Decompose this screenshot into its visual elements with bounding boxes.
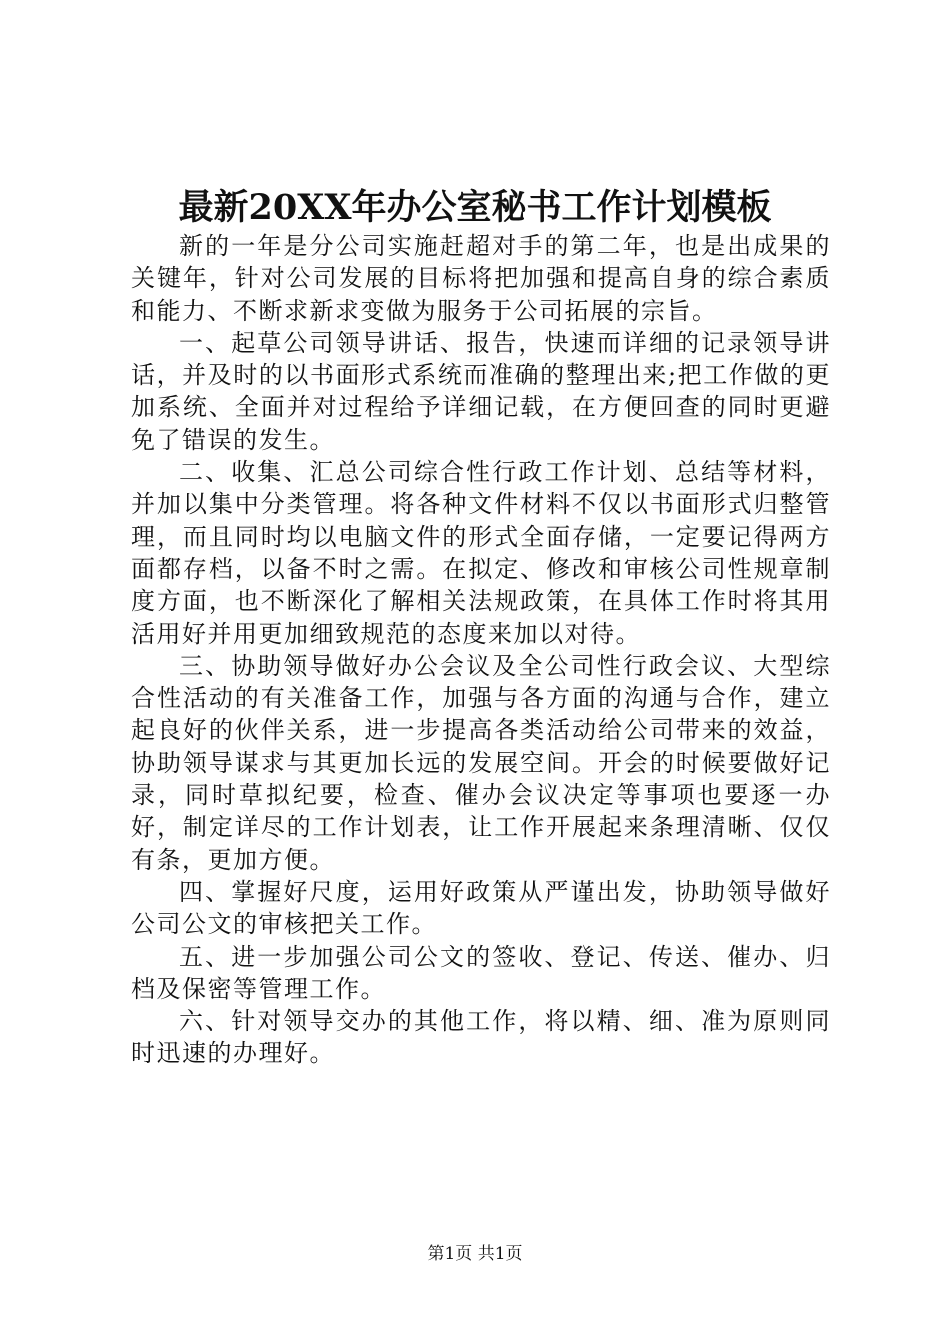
document-title: 最新20XX年办公室秘书工作计划模板 <box>178 187 772 228</box>
paragraph-item-5: 五、进一步加强公司公文的签收、登记、传送、催办、归档及保密等管理工作。 <box>131 942 831 1003</box>
paragraph-item-4: 四、掌握好尺度，运用好政策从严谨出发，协助领导做好公司公文的审核把关工作。 <box>131 877 831 939</box>
paragraph-item-3: 三、协助领导做好办公会议及全公司性行政会议、大型综合性活动的有关准备工作，加强与各方面的沟通与合作，建立起良好的伙伴关系，进一步提高各类活动给公司带来的效益，协助领导谋求与其更加长远的发展空间。开会的时候要做好记录，同时草拟纪要，检查、催办会议决定等事项也要逐一办好，制定详尽的工作计划表，让工作开展起来条理清晰、仅仅有条，更加方便。 <box>131 651 831 874</box>
document-body <box>131 230 831 1070</box>
paragraph-item-1: 一、起草公司领导讲话、报告，快速而详细的记录领导讲话，并及时的以书面形式系统而准确的整理出来;把工作做的更加系统、全面并对过程给予详细记载，在方便回查的同时更避免了错误的发生。 <box>131 328 831 454</box>
page-footer: 第1页 共1页 <box>427 1244 523 1264</box>
paragraph-intro: 新的一年是分公司实施赶超对手的第二年，也是出成果的关键年，针对公司发展的目标将把加强和提高自身的综合素质和能力、不断求新求变做为服务于公司拓展的宗旨。 <box>131 232 831 325</box>
paragraph-item-2: 二、收集、汇总公司综合性行政工作计划、总结等材料，并加以集中分类管理。将各种文件材料不仅以书面形式归整管理，而且同时均以电脑文件的形式全面存储，一定要记得两方面都存档，以备不时之需。在拟定、修改和审核公司性规章制度方面，也不断深化了解相关法规政策，在具体工作时将其用活用好并用更加细致规范的态度来加以对待。 <box>131 458 831 648</box>
paragraph-item-6: 六、针对领导交办的其他工作，将以精、细、准为原则同时迅速的办理好。 <box>131 1007 831 1068</box>
